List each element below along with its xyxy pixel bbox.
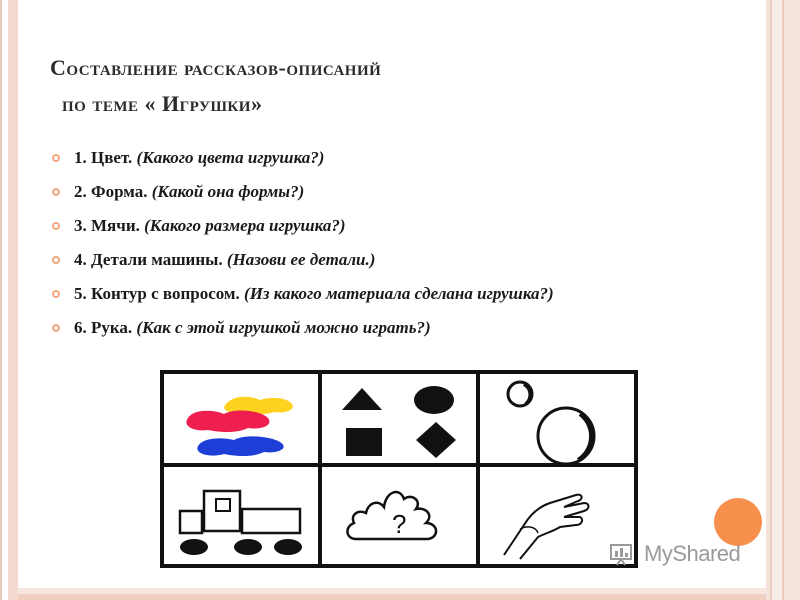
cell-shape [322,374,476,463]
cell-truck [164,467,318,564]
contour-question-icon [322,467,476,564]
item-question: (Какого размера игрушка?) [144,216,346,235]
list-item [48,316,668,340]
item-question: (Из какого материала сделана игрушка?) [244,284,554,303]
bullet-icon [52,290,60,298]
item-lead: 5. Контур с вопросом. [74,284,240,303]
bullet-icon [52,222,60,230]
red-blot [186,411,269,432]
question-mark: ? [392,509,407,539]
bullet-icon [52,256,60,264]
watermark [608,538,740,570]
description-plan-list [48,146,668,350]
item-question: (Какой она формы?) [151,182,305,201]
cell-color [164,374,318,463]
item-lead: 6. Рука. [74,318,133,337]
geometric-shapes-icon [322,374,476,463]
balls-icon [480,374,634,463]
item-lead: 1. Цвет. [74,148,133,167]
list-item [48,146,668,170]
watermark-text: MyShared [644,541,741,566]
symbol-chart-picture [160,370,638,568]
list-item [48,180,668,204]
bullet-icon [52,324,60,332]
bullet-icon [52,188,60,196]
presentation-board-icon [608,542,638,566]
truck-parts-icon [164,467,318,564]
item-question: (Какого цвета игрушка?) [136,148,325,167]
page-border-bottom [18,588,766,600]
item-question: (Как с этой игрушкой можно играть?) [136,318,431,337]
cell-balls [480,374,634,463]
item-lead: 2. Форма. [74,182,148,201]
title-line-1: Составление рассказов-описаний [50,55,382,80]
cell-contour-question [322,467,476,564]
list-item [48,282,668,306]
title-line-2: по теме « Игрушки» [62,91,263,116]
item-lead: 4. Детали машины. [74,250,223,269]
page-border-left [0,0,18,600]
blue-blot [197,436,283,456]
item-question: (Назови ее детали.) [226,250,376,269]
list-item [48,214,668,238]
bullet-icon [52,154,60,162]
item-lead: 3. Мячи. [74,216,140,235]
list-item [48,248,668,272]
page-border-right [766,0,800,600]
slide-title [50,50,700,122]
color-blots-icon [164,374,318,463]
